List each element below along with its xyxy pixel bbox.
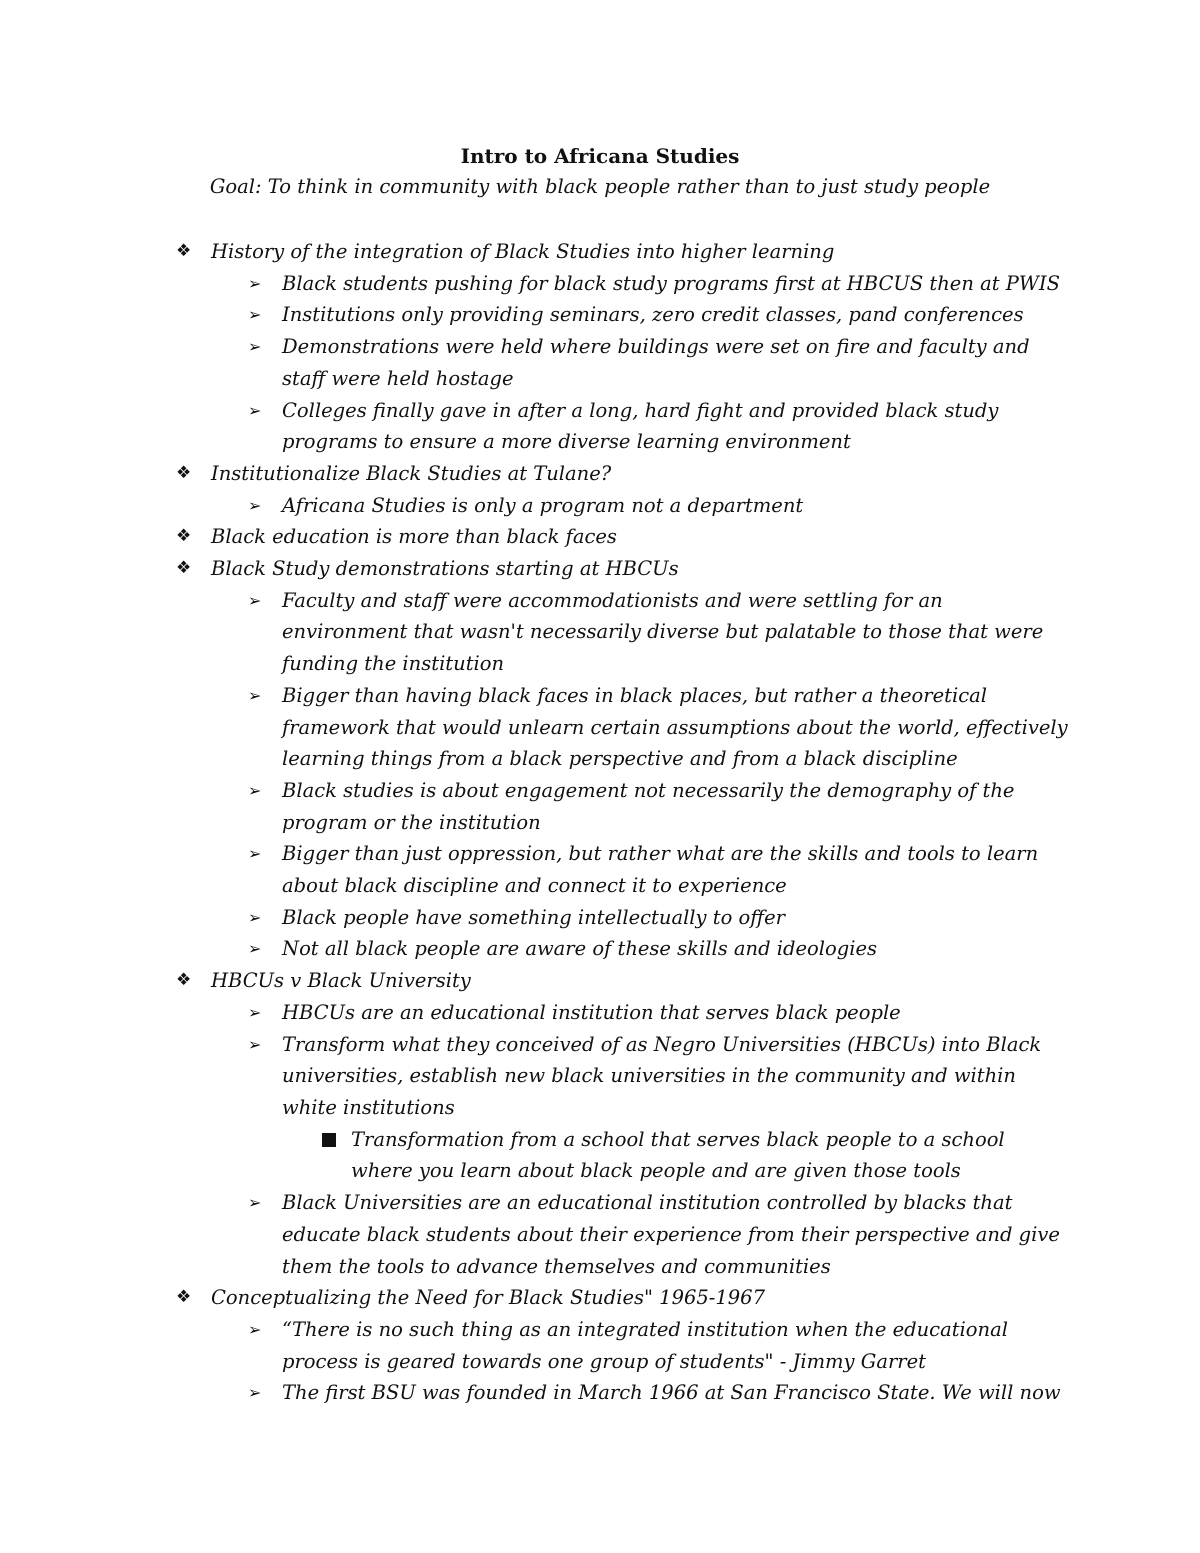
outline-item-level-2 — [0, 331, 1072, 394]
outline-item-text: Africana Studies is only a program not a department — [282, 493, 804, 517]
arrowhead-bullet-icon: ➢ — [248, 1193, 262, 1213]
outline-item-text: Black Universities are an educational institution controlled by blacks that educate black students about their experience from their perspective and give them the tools to advance themselves and communities — [282, 1191, 1060, 1278]
diamond-bullet-icon: ❖ — [176, 462, 192, 483]
outline-item-level-1 — [0, 965, 1061, 997]
arrowhead-bullet-icon: ➢ — [248, 685, 262, 705]
diamond-bullet-icon: ❖ — [176, 1287, 192, 1308]
outline-item-level-1 — [0, 458, 1061, 490]
diamond-bullet-icon: ❖ — [176, 241, 192, 261]
arrowhead-bullet-icon: ➢ — [248, 939, 262, 959]
outline-item-level-2 — [0, 838, 1072, 901]
arrowhead-bullet-icon: ➢ — [248, 273, 262, 293]
arrowhead-bullet-icon: ➢ — [248, 1034, 262, 1054]
outline-item-text: Demonstrations were held where buildings were set on fire and faculty and staff were held hostage — [282, 335, 1030, 390]
arrowhead-bullet-icon: ➢ — [248, 1002, 262, 1022]
outline-item-level-1 — [0, 553, 1061, 585]
outline-item-text: Black studies is about engagement not necessarily the demography of the program or the institution — [282, 778, 1015, 834]
outline-item-text: The first BSU was founded in March 1966 at San Francisco State. We will now — [282, 1381, 1061, 1405]
outline-item-level-2 — [0, 490, 1072, 522]
outline-item-text: “There is no such thing as an integrated institution when the educational process is geared towards one group of students" - Jimmy Garret — [282, 1317, 1008, 1373]
outline-item-text: HBCUs are an educational institution that serves black people — [282, 1000, 901, 1024]
outline-item-level-3 — [0, 1124, 1071, 1187]
square-bullet-icon — [322, 1133, 336, 1147]
outline-item-level-1 — [0, 1282, 1061, 1314]
outline-item-text: Black education is more than black faces — [211, 525, 617, 549]
outline-item-level-2 — [0, 1314, 1072, 1377]
arrowhead-bullet-icon: ➢ — [248, 400, 262, 420]
outline-item-text: Black people have something intellectually to offer — [282, 905, 785, 929]
outline-item-text: Transform what they conceived of as Negro Universities (HBCUs) into Black universities, establish new black universities in the community and within white institutions — [282, 1032, 1042, 1119]
outline-item-text: Black students pushing for black study programs first at HBCUS then at PWIS — [282, 271, 1060, 295]
document-title: Intro to Africana Studies — [460, 144, 740, 168]
diamond-bullet-icon: ❖ — [176, 526, 192, 547]
outline-item-level-1 — [0, 521, 1061, 553]
outline-item-level-2 — [0, 268, 1072, 300]
outline-item-level-2 — [0, 680, 1072, 775]
outline-item-text: Not all black people are aware of these skills and ideologies — [282, 937, 878, 961]
diamond-bullet-icon: ❖ — [176, 558, 192, 579]
outline-item-level-2 — [0, 902, 1072, 934]
outline-item-text: Colleges finally gave in after a long, hard fight and provided black study programs to ensure a more diverse learning environment — [282, 398, 999, 454]
outline-item-text: Black Study demonstrations starting at HBCUs — [211, 557, 679, 581]
arrowhead-bullet-icon: ➢ — [248, 337, 262, 357]
diamond-bullet-icon: ❖ — [176, 970, 192, 991]
outline-item-level-2 — [0, 997, 1072, 1029]
outline-item-text: Bigger than just oppression, but rather what are the skills and tools to learn about black discipline and connect it to experience — [282, 842, 1039, 898]
outline-item-text: Conceptualizing the Need for Black Studies" 1965-1967 — [211, 1286, 765, 1310]
outline-item-level-2 — [0, 395, 1072, 458]
outline-item-level-2 — [0, 775, 1072, 838]
outline-item-level-2 — [0, 1187, 1072, 1282]
outline-item-text: Institutions only providing seminars, zero credit classes, pand conferences — [282, 303, 1024, 327]
arrowhead-bullet-icon: ➢ — [248, 1383, 262, 1403]
notes-outline — [0, 236, 1200, 1409]
outline-item-level-2 — [0, 585, 1072, 680]
outline-item-text: Bigger than having black faces in black places, but rather a theoretical framework that would unlearn certain assumptions about the world, effectively learning things from a black perspective and from a black discipline — [282, 683, 1068, 771]
outline-item-level-2 — [0, 1029, 1072, 1124]
document-goal: Goal: To think in community with black people rather than to just study people — [209, 175, 991, 198]
outline-item-text: HBCUs v Black University — [211, 969, 471, 993]
outline-item-level-1 — [0, 236, 1061, 268]
arrowhead-bullet-icon: ➢ — [248, 907, 262, 927]
arrowhead-bullet-icon: ➢ — [248, 495, 262, 515]
arrowhead-bullet-icon: ➢ — [248, 1319, 262, 1339]
arrowhead-bullet-icon: ➢ — [248, 590, 262, 610]
outline-item-text: Faculty and staff were accommodationists and were settling for an environment that wasn't necessarily diverse but palatable to those that were funding the institution — [282, 588, 1044, 676]
outline-item-level-2 — [0, 933, 1072, 965]
outline-item-level-2 — [0, 1377, 1072, 1409]
outline-item-text: Transformation from a school that serves black people to a school where you learn about black people and are given those tools — [351, 1127, 1005, 1183]
arrowhead-bullet-icon: ➢ — [248, 305, 262, 325]
outline-item-level-2 — [0, 299, 1072, 331]
arrowhead-bullet-icon: ➢ — [248, 780, 262, 800]
outline-item-text: Institutionalize Black Studies at Tulane? — [211, 461, 612, 485]
arrowhead-bullet-icon: ➢ — [248, 844, 262, 864]
outline-item-text: History of the integration of Black Studies into higher learning — [211, 240, 835, 263]
